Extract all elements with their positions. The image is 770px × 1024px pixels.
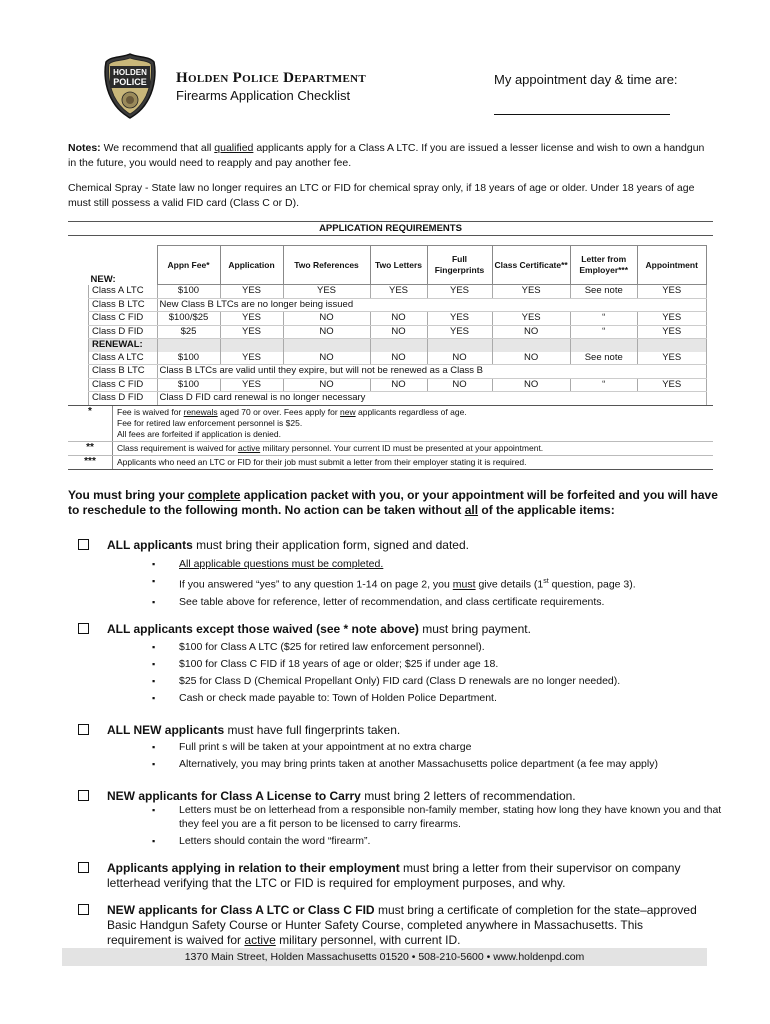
table-cell: NO: [370, 352, 427, 365]
table-cell: YES: [220, 352, 283, 365]
table-cell: YES: [637, 285, 706, 299]
col-appn-fee: Appn Fee*: [157, 246, 220, 285]
notes-paragraph: [68, 141, 708, 171]
table-cell: YES: [427, 312, 492, 326]
table-cell: NO: [283, 378, 370, 392]
table-cell: YES: [637, 352, 706, 365]
item-u: active: [244, 933, 276, 947]
row-label: Class B LTC: [89, 365, 158, 379]
table-cell: NO: [492, 378, 570, 392]
table-cell: $100/$25: [157, 312, 220, 326]
col-appointment: Appointment: [637, 246, 706, 285]
col-letter-from-employer: Letter from Employer***: [570, 246, 637, 285]
department-name: Holden Police Department: [176, 70, 367, 86]
row-label: Class B LTC: [89, 298, 158, 312]
table-row: [89, 378, 707, 392]
table-cell: YES: [492, 312, 570, 326]
table-cell: NO: [370, 312, 427, 326]
checkbox[interactable]: [78, 862, 89, 873]
must-u: all: [464, 503, 479, 517]
table-row: [89, 312, 707, 326]
badge-text-police: POLICE: [113, 77, 147, 87]
table-cell: See note: [570, 285, 637, 299]
table-cell: NO: [492, 325, 570, 339]
notes-underlined: qualified: [214, 142, 254, 154]
item-text: must bring a certificate of completion for the state–approved Basic Handgun Safety Course or Hunter Safety Course, completed anywhere in Massachusetts. This requirement is waived for: [107, 903, 697, 947]
item-bold: ALL applicants except those waived (see * note above): [107, 622, 419, 636]
checkbox[interactable]: [78, 790, 89, 801]
row-label: Class D FID: [89, 392, 158, 406]
must-text: application packet with you, or your appointment will be forfeited and you will have to reschedule to the following month. No action can be taken without: [68, 488, 718, 517]
row-label: Class C FID: [89, 378, 158, 392]
footnote-symbol: **: [68, 442, 113, 455]
item-bold: NEW applicants for Class A License to Carry: [107, 789, 361, 803]
table-cell: YES: [370, 285, 427, 299]
table-cell: NO: [427, 352, 492, 365]
table-cell: YES: [220, 325, 283, 339]
fn-text: aged 70 or over. Fees apply for: [217, 407, 341, 417]
list-item: ▪ See table above for reference, letter of recommendation, and class certificate requirements.: [150, 594, 730, 611]
col-full-fingerprints: Full Fingerprints: [427, 246, 492, 285]
appointment-label: My appointment day & time are:: [494, 72, 678, 87]
footnote-symbol: ***: [68, 456, 113, 469]
police-badge-logo: [103, 52, 157, 120]
must-text: You must bring your: [68, 488, 188, 502]
item-text: must have full fingerprints taken.: [224, 723, 401, 737]
checklist-title: Firearms Application Checklist: [176, 88, 351, 103]
item-bold: NEW applicants for Class A LTC or Class C FID: [107, 903, 375, 917]
table-cell: NO: [283, 325, 370, 339]
row-note: Class D FID card renewal is no longer necessary: [157, 392, 706, 406]
fn-text: Applicants who need an LTC or FID for their job must submit a letter from their employer stating it is required.: [117, 457, 527, 467]
list-item: ▪ Cash or check made payable to: Town of Holden Police Department.: [150, 690, 730, 707]
notes-text: We recommend that all: [100, 142, 215, 154]
list-item: ▪ Alternatively, you may bring prints taken at another Massachusetts police department (a fee may apply): [150, 756, 730, 773]
must-u: complete: [187, 488, 241, 502]
item-text: military personnel, with current ID.: [275, 933, 461, 947]
fn-text: applicants regardless of age.: [355, 407, 467, 417]
footer-address: 1370 Main Street, Holden Massachusetts 01520 • 508-210-5600 • www.holdenpd.com: [62, 948, 707, 966]
table-cell: NO: [283, 312, 370, 326]
must-text: of the applicable items:: [478, 503, 615, 517]
fn-text: Fee is waived for: [117, 407, 184, 417]
table-cell: YES: [220, 285, 283, 299]
table-cell: “: [570, 325, 637, 339]
table-cell: YES: [220, 312, 283, 326]
notes-label: Notes:: [68, 142, 101, 154]
table-row: [89, 352, 707, 365]
table-cell: YES: [637, 312, 706, 326]
table-cell: NO: [370, 325, 427, 339]
fn-u: active: [237, 443, 261, 453]
section-label-new: NEW:: [90, 273, 116, 285]
table-cell: See note: [570, 352, 637, 365]
fn-u: new: [340, 407, 356, 417]
table-cell: $100: [157, 378, 220, 392]
list-item: ▪ Letters must be on letterhead from a responsible non-family member, stating how long they have known you and that they feel you are a fit person to be licensed to carry firearms.: [150, 803, 730, 831]
checkbox[interactable]: [78, 539, 89, 550]
col-class-certificate: Class Certificate**: [492, 246, 570, 285]
col-two-letters: Two Letters: [370, 246, 427, 285]
footnote-star2: [68, 442, 713, 456]
list-item: ▪ Full print s will be taken at your appointment at no extra charge: [150, 739, 730, 756]
table-row: [89, 392, 707, 406]
table-cell: YES: [427, 285, 492, 299]
list-item: ▪ $100 for Class C FID if 18 years of age or older; $25 if under age 18.: [150, 656, 730, 673]
checkbox[interactable]: [78, 623, 89, 634]
col-application: Application: [220, 246, 283, 285]
item-text: must bring payment.: [418, 622, 531, 636]
appointment-blank-line[interactable]: [494, 114, 670, 115]
badge-text-holden: HOLDEN: [113, 68, 147, 77]
table-row: [89, 365, 707, 379]
table-row: [89, 298, 707, 312]
table-cell: $100: [157, 352, 220, 365]
item-bold: ALL NEW applicants: [107, 723, 225, 737]
row-label: Class A LTC: [89, 352, 158, 365]
item-text: must bring 2 letters of recommendation.: [360, 789, 576, 803]
fn-text: Class requirement is waived for: [117, 443, 238, 453]
table-cell: NO: [283, 352, 370, 365]
row-label: Class D FID: [89, 325, 158, 339]
table-cell: YES: [283, 285, 370, 299]
fn-text: military personnel. Your current ID must be presented at your appointment.: [260, 443, 544, 453]
row-label: Class A LTC: [89, 285, 158, 299]
item-bold: ALL applicants: [107, 538, 193, 552]
list-item: ▪ If you answered “yes” to any question 1-14 on page 2, you must give details (1st question, page 3).: [150, 573, 730, 594]
list-item: ▪ All applicable questions must be completed.: [150, 556, 730, 573]
requirements-title: APPLICATION REQUIREMENTS: [68, 221, 713, 236]
footnotes-box: [68, 405, 713, 470]
checkbox[interactable]: [78, 904, 89, 915]
table-cell: “: [570, 312, 637, 326]
table-cell: NO: [427, 378, 492, 392]
item-bold: Applicants applying in relation to their employment: [107, 861, 400, 875]
item-text: must bring their application form, signed and dated.: [192, 538, 469, 552]
notes-text-rest: applicants apply for a Class A LTC. If you are issued a lesser license and wish to own a handgun in the future, you would need to reapply and pay another fee.: [68, 142, 705, 169]
list-item: ▪ $25 for Class D (Chemical Propellant Only) FID card (Class D renewals are no longer needed).: [150, 673, 730, 690]
table-row: [89, 285, 707, 299]
row-note: New Class B LTCs are no longer being issued: [157, 298, 706, 312]
table-row: [89, 325, 707, 339]
footnote-star1: [68, 406, 713, 442]
list-item: ▪ Letters should contain the word “firearm”.: [150, 834, 730, 848]
table-cell: YES: [427, 325, 492, 339]
checkbox[interactable]: [78, 724, 89, 735]
section-label: RENEWAL:: [89, 339, 158, 352]
requirements-table: [88, 245, 707, 406]
table-cell: NO: [370, 378, 427, 392]
list-item: ▪ $100 for Class A LTC ($25 for retired law enforcement personnel).: [150, 639, 730, 656]
chemical-spray-paragraph: Chemical Spray - State law no longer requires an LTC or FID for chemical spray only, if 18 years of age or older. Under 18 years of age must still possess a valid FID card (Class C or D).: [68, 182, 695, 209]
fn-text: All fees are forfeited if application is denied.: [117, 429, 281, 439]
footnote-symbol: *: [68, 406, 113, 441]
must-bring-statement: [68, 488, 718, 518]
table-cell: YES: [637, 325, 706, 339]
item-text: must bring a letter from their supervisor on company letterhead verifying that the LTC or FID is required for employment purposes, and why.: [107, 861, 681, 890]
fn-u: renewals: [183, 407, 218, 417]
row-label: Class C FID: [89, 312, 158, 326]
table-cell: YES: [220, 378, 283, 392]
table-cell: $100: [157, 285, 220, 299]
table-cell: NO: [492, 352, 570, 365]
table-cell: YES: [637, 378, 706, 392]
row-note: Class B LTCs are valid until they expire, but will not be renewed as a Class B: [157, 365, 706, 379]
table-cell: YES: [492, 285, 570, 299]
col-two-references: Two References: [283, 246, 370, 285]
table-cell: $25: [157, 325, 220, 339]
footnote-star3: [68, 456, 713, 469]
fn-text: Fee for retired law enforcement personnel is $25.: [117, 418, 303, 428]
table-cell: “: [570, 378, 637, 392]
